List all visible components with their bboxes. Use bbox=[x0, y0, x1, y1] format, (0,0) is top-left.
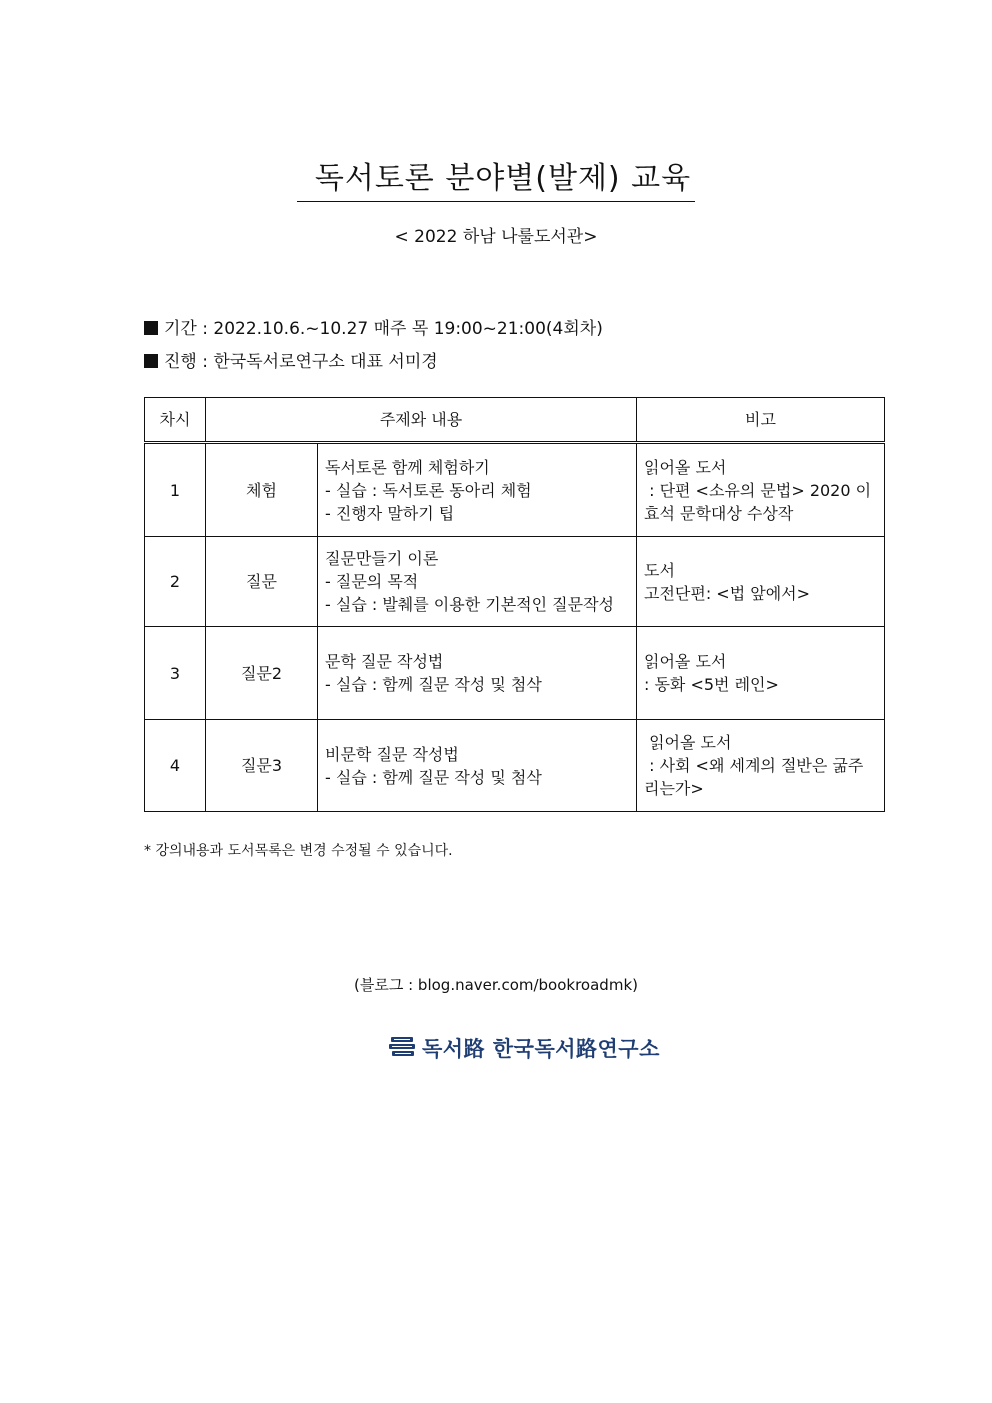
info-host bbox=[144, 347, 438, 372]
blog-link[interactable]: (블로그 : blog.naver.com/bookroadmk) bbox=[354, 976, 638, 994]
institute-logo-text: 독서路 한국독서路연구소 bbox=[422, 1037, 660, 1061]
session-content bbox=[318, 627, 637, 720]
content-line: - 실습 : 함께 질문 작성 및 첨삭 bbox=[325, 767, 542, 787]
table-header-row bbox=[145, 398, 885, 443]
session-remark bbox=[637, 443, 885, 537]
schedule-table bbox=[144, 397, 885, 812]
info-period bbox=[144, 314, 603, 339]
session-number: 4 bbox=[145, 720, 206, 812]
square-bullet-icon bbox=[144, 354, 158, 368]
content-line: 질문만들기 이론 bbox=[325, 549, 439, 568]
table-row bbox=[145, 627, 885, 720]
session-content bbox=[318, 537, 637, 627]
session-remark bbox=[637, 627, 885, 720]
remark-line: 읽어올 도서 bbox=[644, 652, 727, 671]
content-line: - 실습 : 독서토론 동아리 체험 bbox=[325, 480, 532, 500]
session-remark bbox=[637, 720, 885, 812]
remark-line: : 동화 <5번 레인> bbox=[644, 675, 779, 694]
remark-line: 리는가> bbox=[644, 779, 704, 798]
remark-line: 읽어올 도서 bbox=[644, 733, 732, 752]
remark-line: : 사회 <왜 세계의 절반은 굶주 bbox=[644, 756, 864, 775]
session-remark bbox=[637, 537, 885, 627]
table-row bbox=[145, 720, 885, 812]
info-period-text: 기간 : 2022.10.6.~10.27 매주 목 19:00~21:00(4회차) bbox=[164, 319, 603, 339]
info-host-text: 진행 : 한국독서로연구소 대표 서미경 bbox=[164, 352, 438, 372]
remark-line: 효석 문학대상 수상작 bbox=[644, 503, 794, 523]
session-content bbox=[318, 720, 637, 812]
remark-line: : 단편 <소유의 문법> 2020 이 bbox=[644, 480, 872, 500]
content-line: 문학 질문 작성법 bbox=[325, 652, 444, 671]
remark-line: 읽어올 도서 bbox=[644, 457, 727, 477]
document-title: 독서토론 분야별(발제) 교육 bbox=[297, 160, 695, 202]
content-line: - 진행자 말하기 팁 bbox=[325, 503, 455, 523]
document-subtitle: < 2022 하남 나룰도서관> bbox=[394, 227, 598, 247]
session-topic: 질문3 bbox=[206, 720, 318, 812]
remark-line: 도서 bbox=[644, 560, 675, 580]
content-line: - 질문의 목적 bbox=[325, 572, 419, 591]
document-title-wrap bbox=[0, 160, 992, 202]
session-topic: 질문 bbox=[206, 537, 318, 627]
session-number: 1 bbox=[145, 443, 206, 537]
content-line: - 실습 : 발췌를 이용한 기본적인 질문작성 bbox=[325, 595, 614, 614]
table-row bbox=[145, 537, 885, 627]
session-number: 2 bbox=[145, 537, 206, 627]
table-row bbox=[145, 443, 885, 537]
square-bullet-icon bbox=[144, 321, 158, 335]
header-remark: 비고 bbox=[637, 398, 885, 443]
header-session: 차시 bbox=[145, 398, 206, 443]
institute-logo bbox=[388, 1033, 660, 1063]
content-line: 비문학 질문 작성법 bbox=[325, 744, 459, 764]
session-topic: 체험 bbox=[206, 443, 318, 537]
content-line: - 실습 : 함께 질문 작성 및 첨삭 bbox=[325, 675, 542, 694]
session-content bbox=[318, 443, 637, 537]
book-stack-icon bbox=[388, 1035, 418, 1061]
session-number: 3 bbox=[145, 627, 206, 720]
header-content: 주제와 내용 bbox=[206, 398, 637, 443]
change-notice: * 강의내용과 도서목록은 변경 수정될 수 있습니다. bbox=[144, 843, 453, 859]
content-line: 독서토론 함께 체험하기 bbox=[325, 457, 490, 477]
session-topic: 질문2 bbox=[206, 627, 318, 720]
remark-line: 고전단편: <법 앞에서> bbox=[644, 583, 811, 603]
